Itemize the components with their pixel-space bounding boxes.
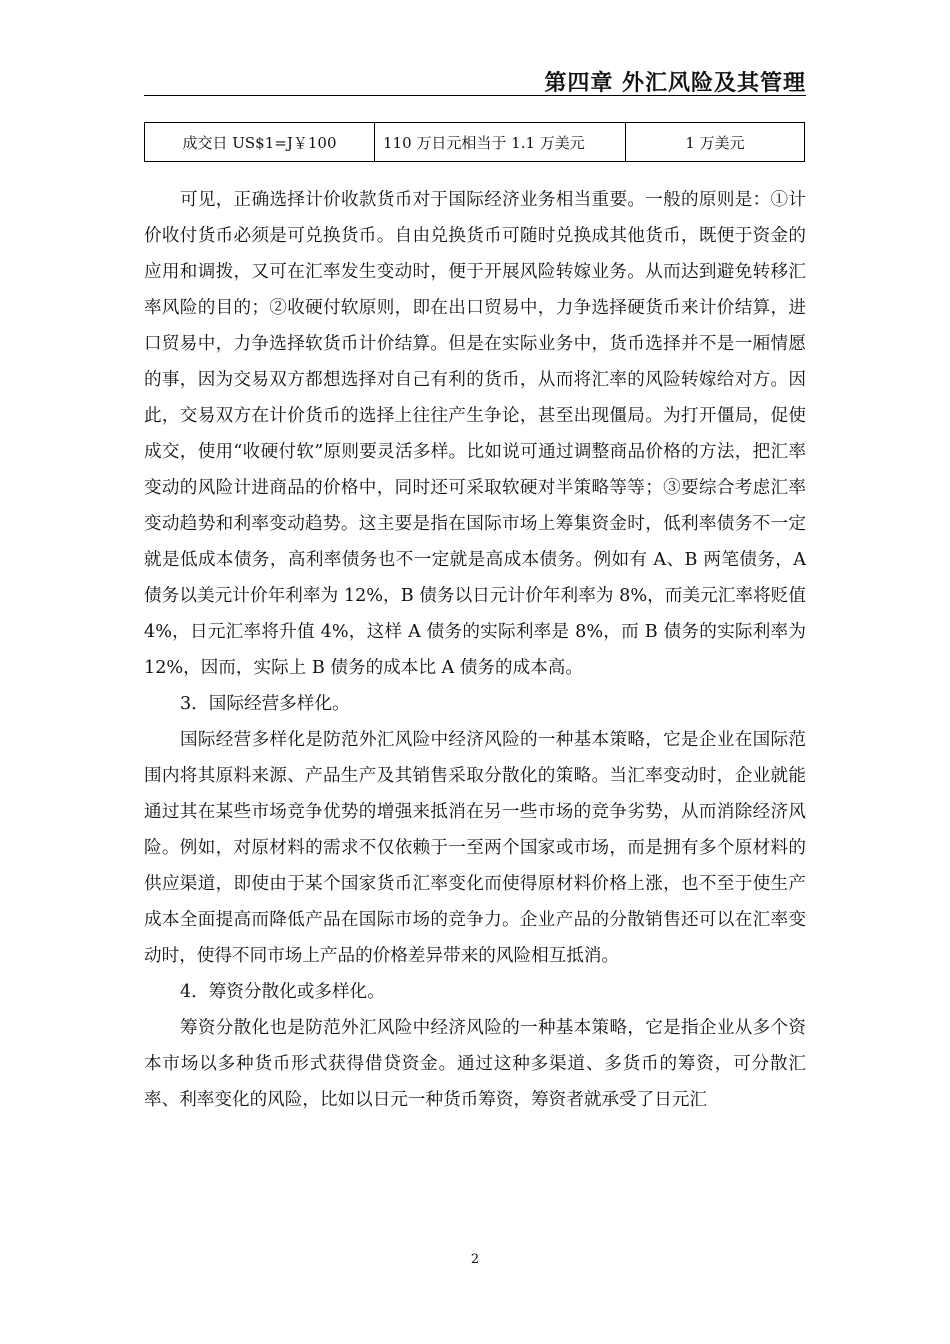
section-heading-3: 3．国际经营多样化。: [180, 694, 350, 714]
header-divider: [144, 95, 806, 96]
table-cell: 成交日 US$1=J￥100: [145, 123, 375, 162]
document-body: [144, 182, 806, 1118]
paragraph-currency-selection: 可见，正确选择计价收款货币对于国际经济业务相当重要。一般的原则是：①计价收付货币必须是可兑换货币。自由兑换货币可随时兑换成其他货币，既便于资金的应用和调拨，又可在汇率发生变动时，便于开展风险转嫁业务。从而达到避免转移汇率风险的目的；②收硬付软原则，即在出口贸易中，力争选择硬货币来计价结算，进口贸易中，力争选择软货币计价结算。但是在实际业务中，货币选择并不是一厢情愿的事，因为交易双方都想选择对自己有利的货币，从而将汇率的风险转嫁给对方。因此，交易双方在计价货币的选择上往往产生争论，甚至出现僵局。为打开僵局，促使成交，使用“收硬付软”原则要灵活多样。比如说可通过调整商品价格的方法，把汇率变动的风险计进商品的价格中，同时还可采取软硬对半策略等等；③要综合考虑汇率变动趋势和利率变动趋势。这主要是指在国际市场上筹集资金时，低利率债务不一定就是低成本债务，高利率债务也不一定就是高成本债务。例如有 A、B 两笔债务，A 债务以美元计价年利率为 12%，B 债务以日元计价年利率为 8%，而美元汇率将贬值 4%，日元汇率将升值 4%，这样 A 债务的实际利率是 8%，而 B 债务的实际利率为 12%，因而，实际上 B 债务的成本比 A 债务的成本高。: [144, 190, 806, 678]
table-cell: 1 万美元: [626, 123, 805, 162]
page-number: 2: [470, 1252, 480, 1267]
table-row: [145, 123, 805, 162]
exchange-rate-table: [144, 122, 805, 162]
table-cell: 110 万日元相当于 1.1 万美元: [375, 123, 626, 162]
paragraph-international-operations: 国际经营多样化是防范外汇风险中经济风险的一种基本策略，它是企业在国际范围内将其原料来源、产品生产及其销售采取分散化的策略。当汇率变动时，企业就能通过其在某些市场竞争优势的增强来抵消在另一些市场的竞争劣势，从而消除经济风险。例如，对原材料的需求不仅依赖于一至两个国家或市场，而是拥有多个原材料的供应渠道，即使由于某个国家货币汇率变化而使得原材料价格上涨，也不至于使生产成本全面提高而降低产品在国际市场的竞争力。企业产品的分散销售还可以在汇率变动时，使得不同市场上产品的价格差异带来的风险相互抵消。: [144, 730, 806, 966]
chapter-header-title: 第四章 外汇风险及其管理: [544, 71, 806, 96]
paragraph-financing-diversification: 筹资分散化也是防范外汇风险中经济风险的一种基本策略，它是指企业从多个资本市场以多种货币形式获得借贷资金。通过这种多渠道、多货币的筹资，可分散汇率、利率变化的风险，比如以日元一种货币筹资，筹资者就承受了日元汇: [144, 1018, 806, 1110]
section-heading-4: 4．筹资分散化或多样化。: [180, 982, 385, 1002]
